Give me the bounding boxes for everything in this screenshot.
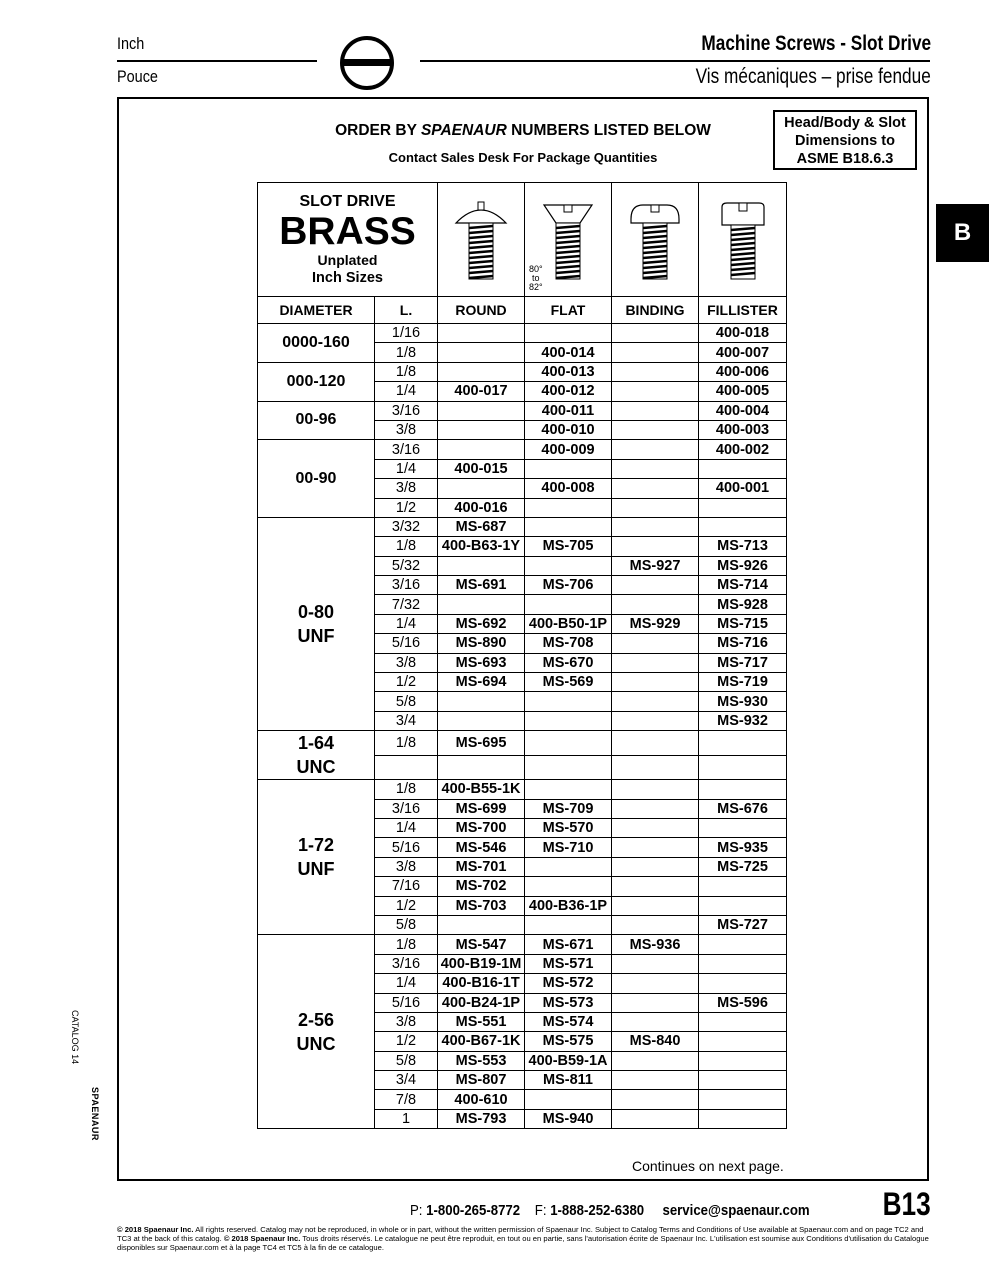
length-cell: 3/4 bbox=[375, 1071, 438, 1090]
part-number-cell bbox=[612, 818, 699, 837]
part-number-cell[interactable]: MS-570 bbox=[525, 818, 612, 837]
part-number-cell[interactable]: 400-002 bbox=[699, 440, 787, 459]
length-cell: 1/8 bbox=[375, 362, 438, 381]
part-number-cell[interactable]: 400-610 bbox=[438, 1090, 525, 1109]
part-number-cell[interactable]: 400-016 bbox=[438, 498, 525, 517]
part-number-cell[interactable]: MS-807 bbox=[438, 1071, 525, 1090]
part-number-cell[interactable]: MS-716 bbox=[699, 634, 787, 653]
part-number-cell bbox=[612, 1090, 699, 1109]
length-cell: 5/16 bbox=[375, 838, 438, 857]
part-number-cell[interactable]: MS-571 bbox=[525, 954, 612, 973]
part-number-cell[interactable]: MS-936 bbox=[612, 935, 699, 954]
part-number-cell bbox=[525, 556, 612, 575]
table-row bbox=[258, 362, 787, 381]
length-cell: 1/8 bbox=[375, 343, 438, 362]
length-cell: 1/2 bbox=[375, 896, 438, 915]
part-number-cell[interactable]: MS-713 bbox=[699, 537, 787, 556]
part-number-cell bbox=[699, 755, 787, 780]
part-number-cell bbox=[612, 673, 699, 692]
part-number-cell[interactable]: MS-706 bbox=[525, 576, 612, 595]
length-cell: 3/16 bbox=[375, 440, 438, 459]
fax-number: 1-888-252-6380 bbox=[550, 1202, 645, 1219]
part-number-cell bbox=[612, 915, 699, 934]
part-number-cell bbox=[525, 780, 612, 799]
part-number-cell bbox=[438, 362, 525, 381]
part-number-cell[interactable]: MS-929 bbox=[612, 614, 699, 633]
part-number-cell bbox=[438, 915, 525, 934]
part-number-cell[interactable]: 400-008 bbox=[525, 479, 612, 498]
header-pouce-label: Pouce bbox=[117, 67, 158, 86]
part-number-cell bbox=[612, 755, 699, 780]
part-number-cell bbox=[612, 420, 699, 439]
part-number-cell[interactable]: MS-693 bbox=[438, 653, 525, 672]
length-cell: 5/16 bbox=[375, 993, 438, 1012]
part-number-cell bbox=[612, 459, 699, 478]
part-number-cell bbox=[612, 1051, 699, 1070]
part-number-cell bbox=[699, 818, 787, 837]
part-number-cell bbox=[438, 711, 525, 730]
part-number-cell bbox=[612, 479, 699, 498]
table-row bbox=[258, 440, 787, 459]
flat-head-screw-icon bbox=[525, 183, 612, 297]
part-number-cell[interactable]: MS-687 bbox=[438, 517, 525, 536]
header-inch-label: Inch bbox=[117, 34, 145, 53]
part-number-cell[interactable]: MS-703 bbox=[438, 896, 525, 915]
part-number-cell bbox=[612, 382, 699, 401]
length-cell: 1/8 bbox=[375, 537, 438, 556]
part-number-cell bbox=[525, 711, 612, 730]
binding-head-screw-icon bbox=[612, 183, 699, 297]
part-number-cell bbox=[525, 324, 612, 343]
length-cell: 3/4 bbox=[375, 711, 438, 730]
part-number-cell bbox=[612, 498, 699, 517]
length-cell: 1/4 bbox=[375, 818, 438, 837]
part-number-cell bbox=[525, 498, 612, 517]
column-header: BINDING bbox=[612, 297, 699, 324]
part-number-cell[interactable]: MS-575 bbox=[525, 1032, 612, 1051]
part-number-cell[interactable]: MS-694 bbox=[438, 673, 525, 692]
length-cell: 1/4 bbox=[375, 459, 438, 478]
part-number-cell[interactable]: MS-676 bbox=[699, 799, 787, 818]
part-number-cell bbox=[699, 974, 787, 993]
table-row bbox=[258, 731, 787, 756]
email-link[interactable]: service@spaenaur.com bbox=[662, 1202, 810, 1219]
length-cell: 1 bbox=[375, 1109, 438, 1128]
part-number-cell[interactable]: 400-005 bbox=[699, 382, 787, 401]
length-cell: 3/16 bbox=[375, 799, 438, 818]
part-number-cell bbox=[699, 954, 787, 973]
part-number-cell bbox=[612, 731, 699, 756]
part-number-cell bbox=[438, 343, 525, 362]
part-number-cell bbox=[612, 780, 699, 799]
part-number-cell bbox=[612, 576, 699, 595]
part-number-cell bbox=[699, 1071, 787, 1090]
part-number-cell[interactable]: MS-709 bbox=[525, 799, 612, 818]
column-header: DIAMETER bbox=[258, 297, 375, 324]
part-number-cell[interactable]: MS-553 bbox=[438, 1051, 525, 1070]
part-number-cell[interactable]: MS-699 bbox=[438, 799, 525, 818]
table-row bbox=[258, 517, 787, 536]
round-head-screw-icon bbox=[438, 183, 525, 297]
part-number-cell bbox=[612, 877, 699, 896]
length-cell: 3/8 bbox=[375, 857, 438, 876]
part-number-cell bbox=[612, 1071, 699, 1090]
diameter-cell: 1-64 UNC bbox=[258, 731, 375, 780]
part-number-cell bbox=[699, 517, 787, 536]
part-number-cell bbox=[612, 1109, 699, 1128]
part-number-cell bbox=[699, 780, 787, 799]
part-number-cell bbox=[438, 692, 525, 711]
part-number-cell bbox=[612, 857, 699, 876]
part-number-cell[interactable]: MS-940 bbox=[525, 1109, 612, 1128]
table-row bbox=[258, 780, 787, 799]
part-number-cell[interactable]: MS-705 bbox=[525, 537, 612, 556]
part-number-cell[interactable]: MS-890 bbox=[438, 634, 525, 653]
part-number-cell[interactable]: 400-017 bbox=[438, 382, 525, 401]
part-number-cell[interactable]: 400-B24-1P bbox=[438, 993, 525, 1012]
part-number-cell bbox=[699, 935, 787, 954]
order-brand: SPAENAUR bbox=[420, 122, 507, 139]
part-number-cell bbox=[612, 993, 699, 1012]
part-number-cell[interactable]: 400-B19-1M bbox=[438, 954, 525, 973]
column-header: FLAT bbox=[525, 297, 612, 324]
part-number-cell bbox=[699, 459, 787, 478]
asme-box: Head/Body & Slot Dimensions to ASME B18.6.3 bbox=[773, 110, 917, 170]
part-number-cell[interactable]: 400-B16-1T bbox=[438, 974, 525, 993]
part-number-cell[interactable]: 400-003 bbox=[699, 420, 787, 439]
header-rule-left bbox=[117, 60, 317, 62]
part-number-cell bbox=[612, 692, 699, 711]
part-number-cell bbox=[612, 401, 699, 420]
part-number-cell[interactable]: MS-811 bbox=[525, 1071, 612, 1090]
part-number-cell[interactable]: MS-793 bbox=[438, 1109, 525, 1128]
length-cell: 1/2 bbox=[375, 1032, 438, 1051]
part-number-cell[interactable]: MS-702 bbox=[438, 877, 525, 896]
part-number-cell bbox=[612, 711, 699, 730]
length-cell: 1/4 bbox=[375, 614, 438, 633]
part-number-cell bbox=[699, 731, 787, 756]
length-cell: 5/32 bbox=[375, 556, 438, 575]
part-number-cell bbox=[438, 595, 525, 614]
column-header: ROUND bbox=[438, 297, 525, 324]
part-number-cell bbox=[699, 1090, 787, 1109]
part-number-cell[interactable]: MS-725 bbox=[699, 857, 787, 876]
part-number-cell bbox=[612, 440, 699, 459]
part-number-cell bbox=[612, 343, 699, 362]
part-number-cell bbox=[438, 479, 525, 498]
continues-note: Continues on next page. bbox=[632, 1158, 784, 1174]
length-cell: 3/16 bbox=[375, 954, 438, 973]
part-number-cell[interactable]: MS-574 bbox=[525, 1012, 612, 1031]
part-number-cell bbox=[525, 877, 612, 896]
part-number-cell bbox=[438, 420, 525, 439]
length-cell: 1/8 bbox=[375, 731, 438, 756]
part-number-cell[interactable]: MS-715 bbox=[699, 614, 787, 633]
part-number-cell[interactable]: MS-547 bbox=[438, 935, 525, 954]
header-title-fr: Vis mécaniques – prise fendue bbox=[695, 65, 931, 88]
part-number-cell bbox=[699, 1051, 787, 1070]
part-number-cell[interactable]: 400-B50-1P bbox=[525, 614, 612, 633]
part-number-cell bbox=[699, 896, 787, 915]
part-number-cell[interactable]: MS-840 bbox=[612, 1032, 699, 1051]
length-cell: 3/32 bbox=[375, 517, 438, 536]
part-number-cell[interactable]: 400-B67-1K bbox=[438, 1032, 525, 1051]
length-cell: 7/16 bbox=[375, 877, 438, 896]
part-number-cell[interactable]: MS-930 bbox=[699, 692, 787, 711]
length-cell: 1/2 bbox=[375, 498, 438, 517]
length-cell: 3/16 bbox=[375, 576, 438, 595]
length-cell: 1/4 bbox=[375, 974, 438, 993]
diameter-cell: 0000-160 bbox=[258, 324, 375, 363]
part-number-cell[interactable]: MS-701 bbox=[438, 857, 525, 876]
part-number-cell bbox=[525, 459, 612, 478]
part-number-cell bbox=[438, 755, 525, 780]
section-tab[interactable]: B bbox=[936, 204, 989, 262]
length-cell: 3/8 bbox=[375, 653, 438, 672]
diameter-cell: 0-80 UNF bbox=[258, 517, 375, 730]
diameter-cell: 00-90 bbox=[258, 440, 375, 518]
length-cell: 7/8 bbox=[375, 1090, 438, 1109]
header-title-en: Machine Screws - Slot Drive bbox=[701, 32, 931, 55]
part-number-cell bbox=[612, 954, 699, 973]
length-cell: 5/8 bbox=[375, 915, 438, 934]
header-rule-right bbox=[420, 60, 930, 62]
diameter-cell: 000-120 bbox=[258, 362, 375, 401]
part-number-cell[interactable]: 400-001 bbox=[699, 479, 787, 498]
part-number-cell[interactable]: 400-015 bbox=[438, 459, 525, 478]
table-title-cell: SLOT DRIVE BRASS Unplated Inch Sizes bbox=[258, 183, 438, 297]
length-cell: 1/4 bbox=[375, 382, 438, 401]
part-number-cell[interactable]: 400-014 bbox=[525, 343, 612, 362]
contact-line: P: 1-800-265-8772 F: 1-888-252-6380 service@spaenaur.com bbox=[410, 1202, 810, 1219]
part-number-cell bbox=[612, 974, 699, 993]
part-number-cell bbox=[438, 556, 525, 575]
part-number-cell[interactable]: MS-719 bbox=[699, 673, 787, 692]
part-number-cell bbox=[699, 877, 787, 896]
part-number-cell bbox=[612, 595, 699, 614]
part-number-cell bbox=[525, 731, 612, 756]
length-cell: 3/8 bbox=[375, 479, 438, 498]
part-number-cell[interactable]: MS-546 bbox=[438, 838, 525, 857]
part-number-cell[interactable]: MS-572 bbox=[525, 974, 612, 993]
copyright-text: © 2018 Spaenaur Inc. All rights reserved. Catalog may not be reproduced, in whole or in part, without the written permission of Spaenaur Inc. Subject to Catalog Terms and Conditions of Use available at Spaenaur.com and on page TC2 and TC3 at the back of this catalog. © 2018 Spaenaur Inc. Tous droits réservés. Le catalogue ne peut être reproduit, en tout ou en partie, sans l'autorisation écrite de Spaenaur Inc. L'utilisation est soumise aux Conditions d'utilisation du Catalogue disponibles sur Spaenaur.com et à la page TC4 et TC5 à la fin de ce catalogue. bbox=[117, 1225, 929, 1252]
length-cell: 5/8 bbox=[375, 1051, 438, 1070]
part-number-cell[interactable]: MS-573 bbox=[525, 993, 612, 1012]
part-number-cell[interactable]: MS-700 bbox=[438, 818, 525, 837]
phone-number[interactable]: 1-800-265-8772 bbox=[426, 1202, 521, 1219]
part-number-cell bbox=[525, 857, 612, 876]
table-row bbox=[258, 935, 787, 954]
order-title: ORDER BY SPAENAUR NUMBERS LISTED BELOW bbox=[335, 122, 711, 139]
part-number-cell[interactable]: MS-926 bbox=[699, 556, 787, 575]
part-number-cell bbox=[699, 1012, 787, 1031]
page-number: B13 bbox=[882, 1186, 931, 1222]
part-number-cell[interactable]: MS-551 bbox=[438, 1012, 525, 1031]
part-number-cell[interactable]: MS-928 bbox=[699, 595, 787, 614]
part-number-cell[interactable]: 400-009 bbox=[525, 440, 612, 459]
part-number-cell[interactable]: 400-B63-1Y bbox=[438, 537, 525, 556]
part-number-cell bbox=[612, 896, 699, 915]
column-header: L. bbox=[375, 297, 438, 324]
part-number-cell[interactable]: 400-013 bbox=[525, 362, 612, 381]
part-number-cell bbox=[612, 537, 699, 556]
part-number-cell[interactable]: 400-011 bbox=[525, 401, 612, 420]
part-number-cell[interactable]: MS-708 bbox=[525, 634, 612, 653]
length-cell: 3/8 bbox=[375, 420, 438, 439]
part-number-cell[interactable]: 400-007 bbox=[699, 343, 787, 362]
part-number-cell bbox=[612, 653, 699, 672]
part-number-cell bbox=[612, 799, 699, 818]
fillister-head-screw-icon bbox=[699, 183, 787, 297]
part-number-cell bbox=[699, 1032, 787, 1051]
part-number-cell[interactable]: MS-569 bbox=[525, 673, 612, 692]
length-cell: 3/16 bbox=[375, 401, 438, 420]
length-cell: 5/16 bbox=[375, 634, 438, 653]
part-number-cell[interactable]: MS-710 bbox=[525, 838, 612, 857]
product-table bbox=[257, 182, 787, 1129]
part-number-cell bbox=[612, 517, 699, 536]
part-number-cell[interactable]: 400-018 bbox=[699, 324, 787, 343]
part-number-cell[interactable]: MS-691 bbox=[438, 576, 525, 595]
part-number-cell[interactable]: 400-B59-1A bbox=[525, 1051, 612, 1070]
part-number-cell[interactable]: MS-692 bbox=[438, 614, 525, 633]
length-cell: 3/8 bbox=[375, 1012, 438, 1031]
diameter-cell: 00-96 bbox=[258, 401, 375, 440]
part-number-cell bbox=[438, 401, 525, 420]
table-row bbox=[258, 324, 787, 343]
part-number-cell bbox=[612, 634, 699, 653]
part-number-cell[interactable]: 400-B55-1K bbox=[438, 780, 525, 799]
part-number-cell bbox=[699, 498, 787, 517]
column-header: FILLISTER bbox=[699, 297, 787, 324]
part-number-cell bbox=[699, 1109, 787, 1128]
part-number-cell[interactable]: MS-932 bbox=[699, 711, 787, 730]
length-cell: 1/8 bbox=[375, 780, 438, 799]
part-number-cell bbox=[525, 517, 612, 536]
part-number-cell bbox=[612, 362, 699, 381]
brand-side-label: SPAENAUR bbox=[90, 1087, 100, 1141]
length-cell: 1/2 bbox=[375, 673, 438, 692]
part-number-cell bbox=[525, 755, 612, 780]
part-number-cell[interactable]: 400-B36-1P bbox=[525, 896, 612, 915]
length-cell: 1/8 bbox=[375, 935, 438, 954]
part-number-cell[interactable]: MS-671 bbox=[525, 935, 612, 954]
part-number-cell[interactable]: MS-935 bbox=[699, 838, 787, 857]
part-number-cell[interactable]: MS-717 bbox=[699, 653, 787, 672]
part-number-cell[interactable]: 400-006 bbox=[699, 362, 787, 381]
diameter-cell: 2-56 UNC bbox=[258, 935, 375, 1129]
flat-angle-label: 80° to 82° bbox=[529, 264, 543, 292]
part-number-cell[interactable]: 400-012 bbox=[525, 382, 612, 401]
part-number-cell bbox=[612, 324, 699, 343]
table-row bbox=[258, 401, 787, 420]
part-number-cell[interactable]: MS-596 bbox=[699, 993, 787, 1012]
part-number-cell bbox=[438, 440, 525, 459]
length-cell bbox=[375, 755, 438, 780]
part-number-cell bbox=[525, 595, 612, 614]
length-cell: 7/32 bbox=[375, 595, 438, 614]
part-number-cell bbox=[612, 1012, 699, 1031]
part-number-cell bbox=[438, 324, 525, 343]
catalog-side-label: CATALOG 14 bbox=[70, 1010, 80, 1065]
part-number-cell bbox=[525, 915, 612, 934]
order-subtitle: Contact Sales Desk For Package Quantities bbox=[388, 150, 658, 165]
length-cell: 1/16 bbox=[375, 324, 438, 343]
length-cell: 5/8 bbox=[375, 692, 438, 711]
part-number-cell bbox=[525, 1090, 612, 1109]
part-number-cell bbox=[525, 692, 612, 711]
part-number-cell[interactable]: 400-010 bbox=[525, 420, 612, 439]
part-number-cell[interactable]: MS-695 bbox=[438, 731, 525, 756]
part-number-cell bbox=[612, 838, 699, 857]
slot-drive-icon bbox=[339, 35, 395, 91]
part-number-cell[interactable]: MS-670 bbox=[525, 653, 612, 672]
part-number-cell[interactable]: MS-714 bbox=[699, 576, 787, 595]
part-number-cell[interactable]: MS-727 bbox=[699, 915, 787, 934]
part-number-cell[interactable]: MS-927 bbox=[612, 556, 699, 575]
part-number-cell[interactable]: 400-004 bbox=[699, 401, 787, 420]
diameter-cell: 1-72 UNF bbox=[258, 780, 375, 935]
